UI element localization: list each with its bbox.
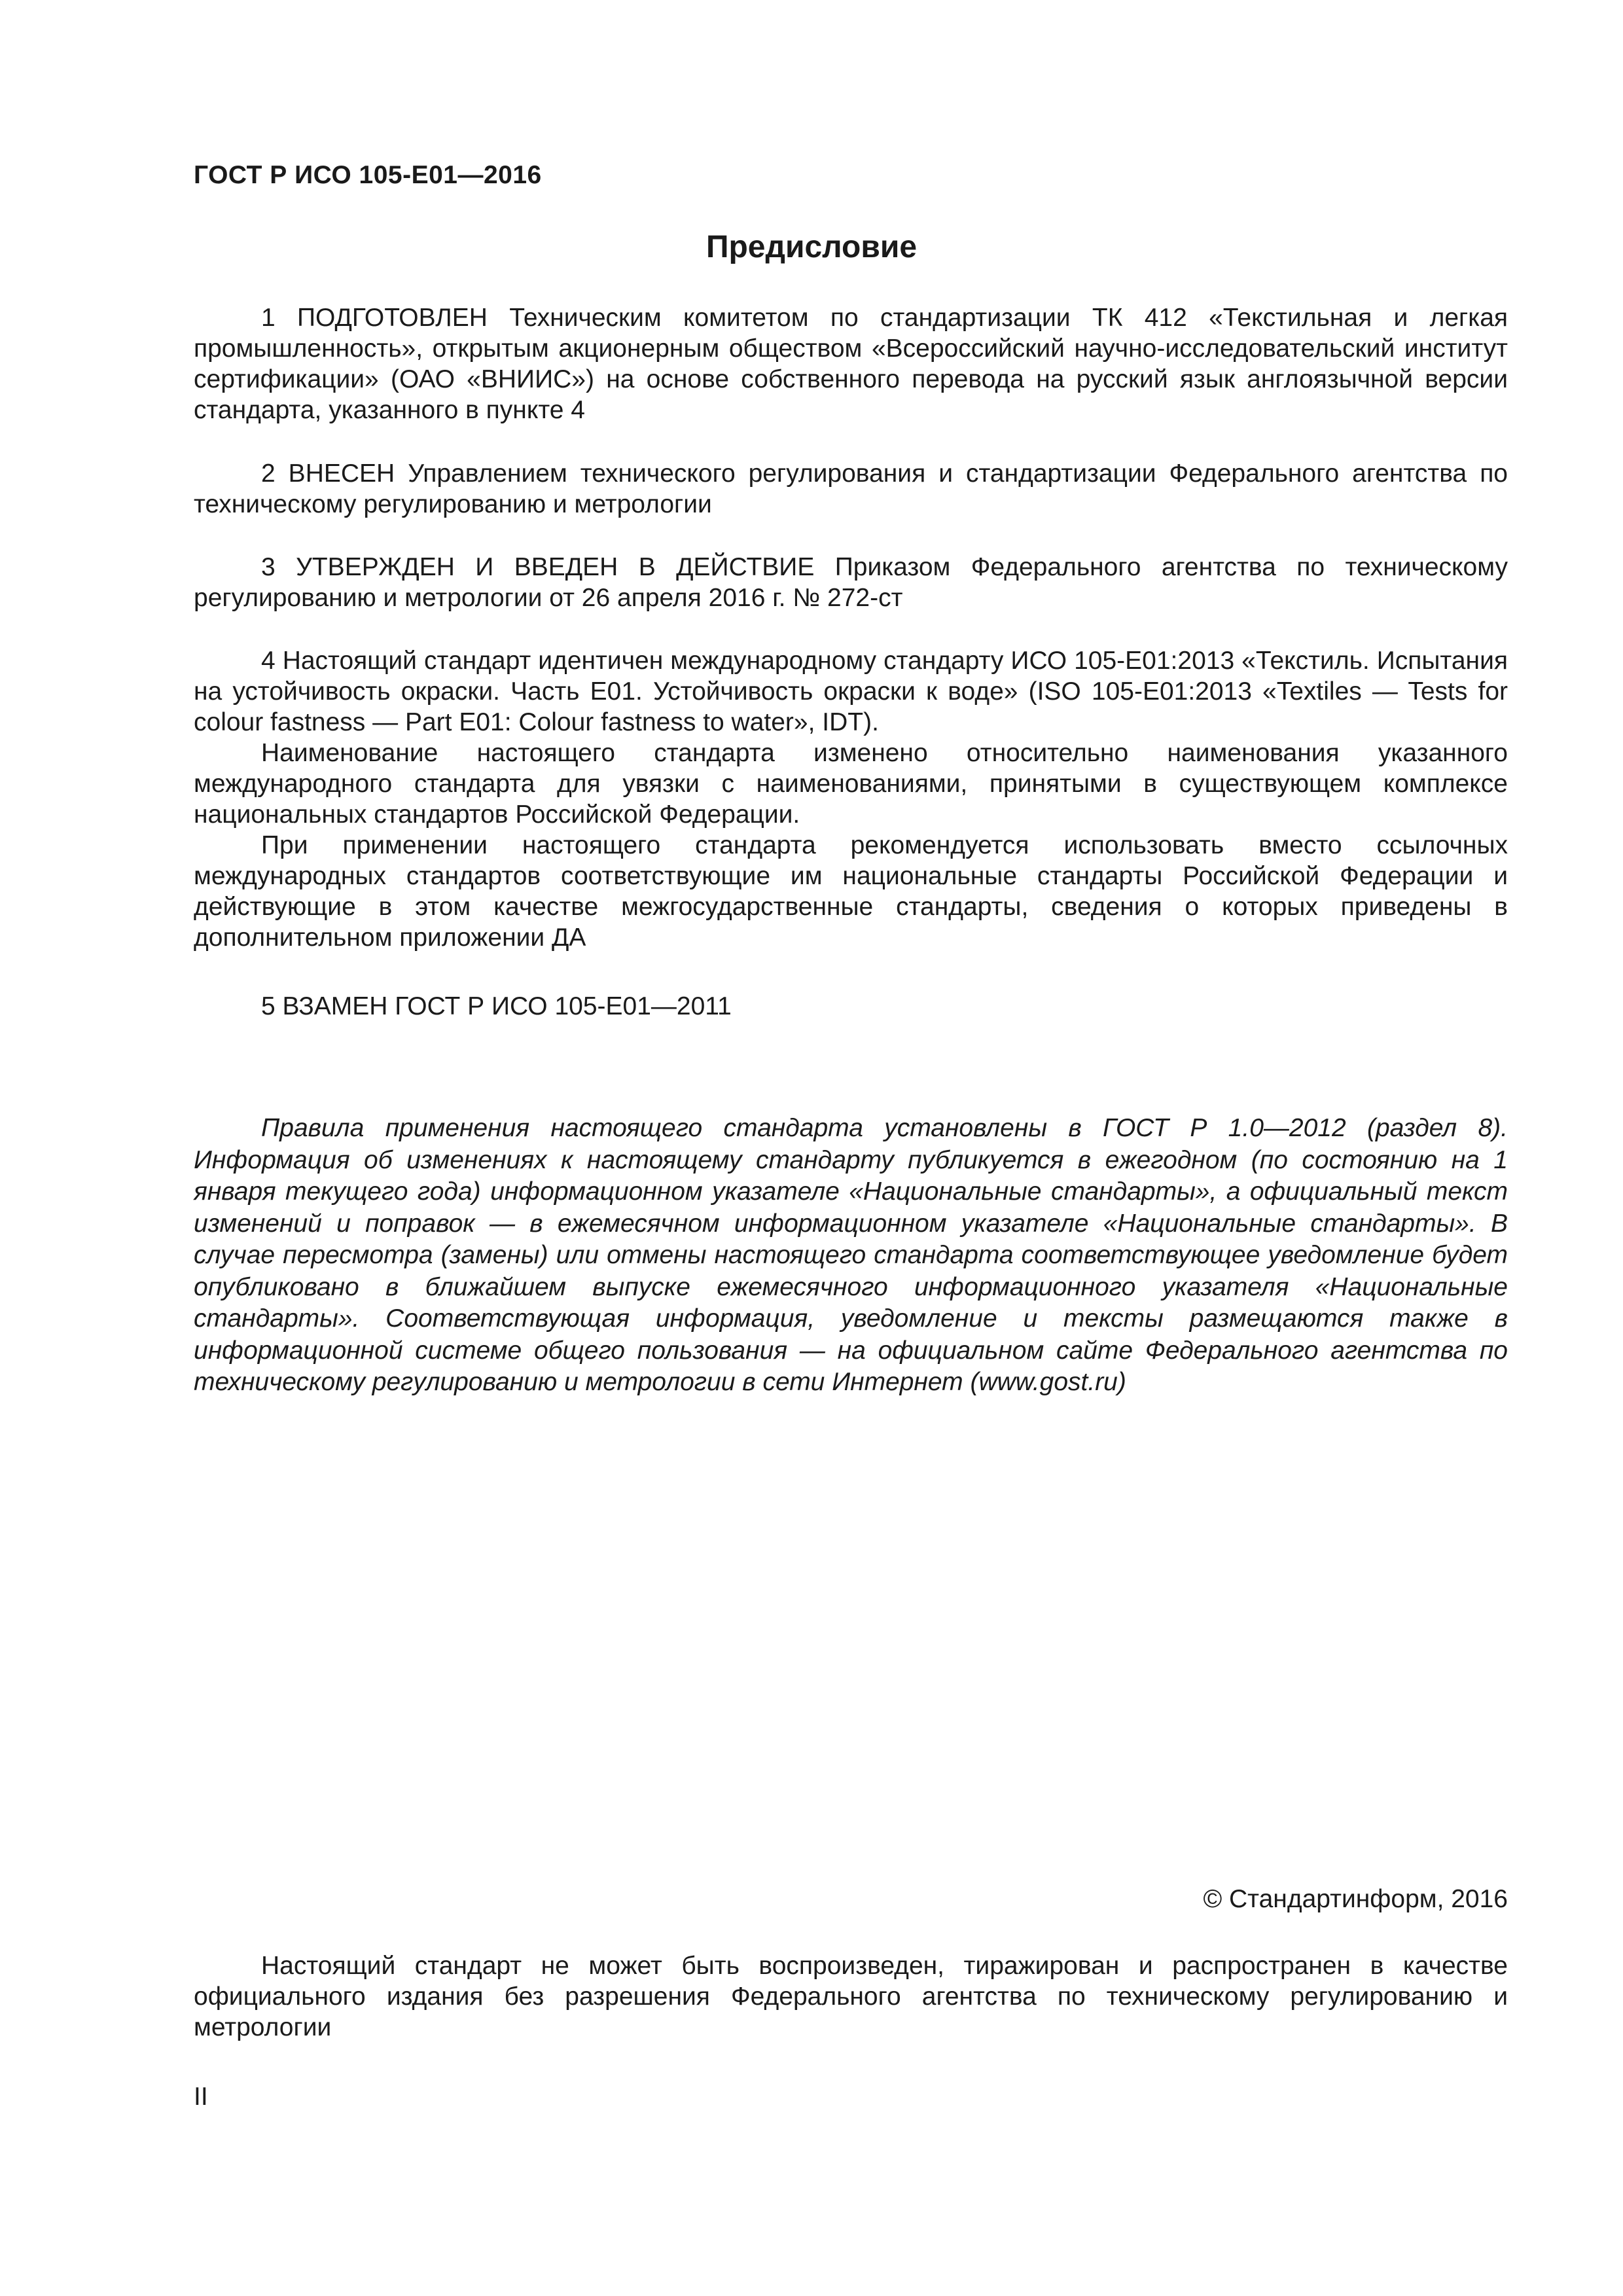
legal-notice	[194, 1950, 1508, 2043]
copyright-line: © Стандартинформ, 2016	[1203, 1885, 1508, 1913]
standard-code-header: ГОСТ Р ИСО 105-E01—2016	[194, 161, 542, 189]
application-rules-note	[194, 1113, 1508, 1399]
title-text: Предисловие	[705, 230, 918, 264]
section-1	[194, 302, 1508, 425]
section-5-text: 5 ВЗАМЕН ГОСТ Р ИСО 105-E01—2011	[261, 992, 732, 1020]
section-2-text: 2 ВНЕСЕН Управлением технического регулирования и стандартизации Федерального агентства по техническому регулированию и метрологии	[194, 459, 1508, 518]
section-4-paragraph-a: 4 Настоящий стандарт идентичен международному стандарту ИСО 105-E01:2013 «Текстиль. Испытания на устойчивость окраски. Часть E01. Устойчивость окраски к воде» (ISO 105-E01:2013 «Textiles — Tests for colour fastness — Part E01: Colour fastness to water», IDT).	[194, 647, 1508, 736]
section-1-text: 1 ПОДГОТОВЛЕН Техническим комитетом по стандартизации ТК 412 «Текстильная и легкая промышленность», открытым акционерным обществом «Всероссийский научно-исследовательский институт сертификации» (ОАО «ВНИИС») на основе собственного перевода на русский язык англоязычной версии стандарта, указанного в пункте 4	[194, 304, 1508, 424]
page-title	[0, 229, 1623, 265]
section-4	[194, 645, 1508, 953]
page-number: II	[194, 2083, 208, 2111]
legal-notice-text: Настоящий стандарт не может быть воспроизведен, тиражирован и распространен в качестве официального издания без разрешения Федерального агентства по техническому регулированию и метрологии	[194, 1952, 1508, 2041]
section-3	[194, 552, 1508, 613]
section-5	[194, 991, 1508, 1022]
note-text: Правила применения настоящего стандарта установлены в ГОСТ Р 1.0—2012 (раздел 8). Информация об изменениях к настоящему стандарту публикуется в ежегодном (по состоянию на 1 января текущего года) информационном указателе «Национальные стандарты», а официальный текст изменений и поправок — в ежемесячном информационном указателе «Национальные стандарты». В случае пересмотра (замены) или отмены настоящего стандарта соответствующее уведомление будет опубликовано в ближайшем выпуске ежемесячного информационного указателя «Национальные стандарты». Соответствующая информация, уведомление и тексты размещаются также в информационной системе общего пользования — на официальном сайте Федерального агентства по техническому регулированию и метрологии в сети Интернет (www.gost.ru)	[194, 1114, 1508, 1396]
section-4-paragraph-b: Наименование настоящего стандарта изменено относительно наименования указанного международного стандарта для увязки с наименованиями, принятыми в существующем комплексе национальных стандартов Российской Федерации.	[194, 739, 1508, 829]
section-4-paragraph-c: При применении настоящего стандарта рекомендуется использовать вместо ссылочных международных стандартов соответствующие им национальные стандарты Российской Федерации и действующие в этом качестве межгосударственные стандарты, сведения о которых приведены в дополнительном приложении ДА	[194, 831, 1508, 952]
section-2	[194, 458, 1508, 520]
section-3-text: 3 УТВЕРЖДЕН И ВВЕДЕН В ДЕЙСТВИЕ Приказом Федерального агентства по техническому регулированию и метрологии от 26 апреля 2016 г. № 272-ст	[194, 553, 1508, 612]
